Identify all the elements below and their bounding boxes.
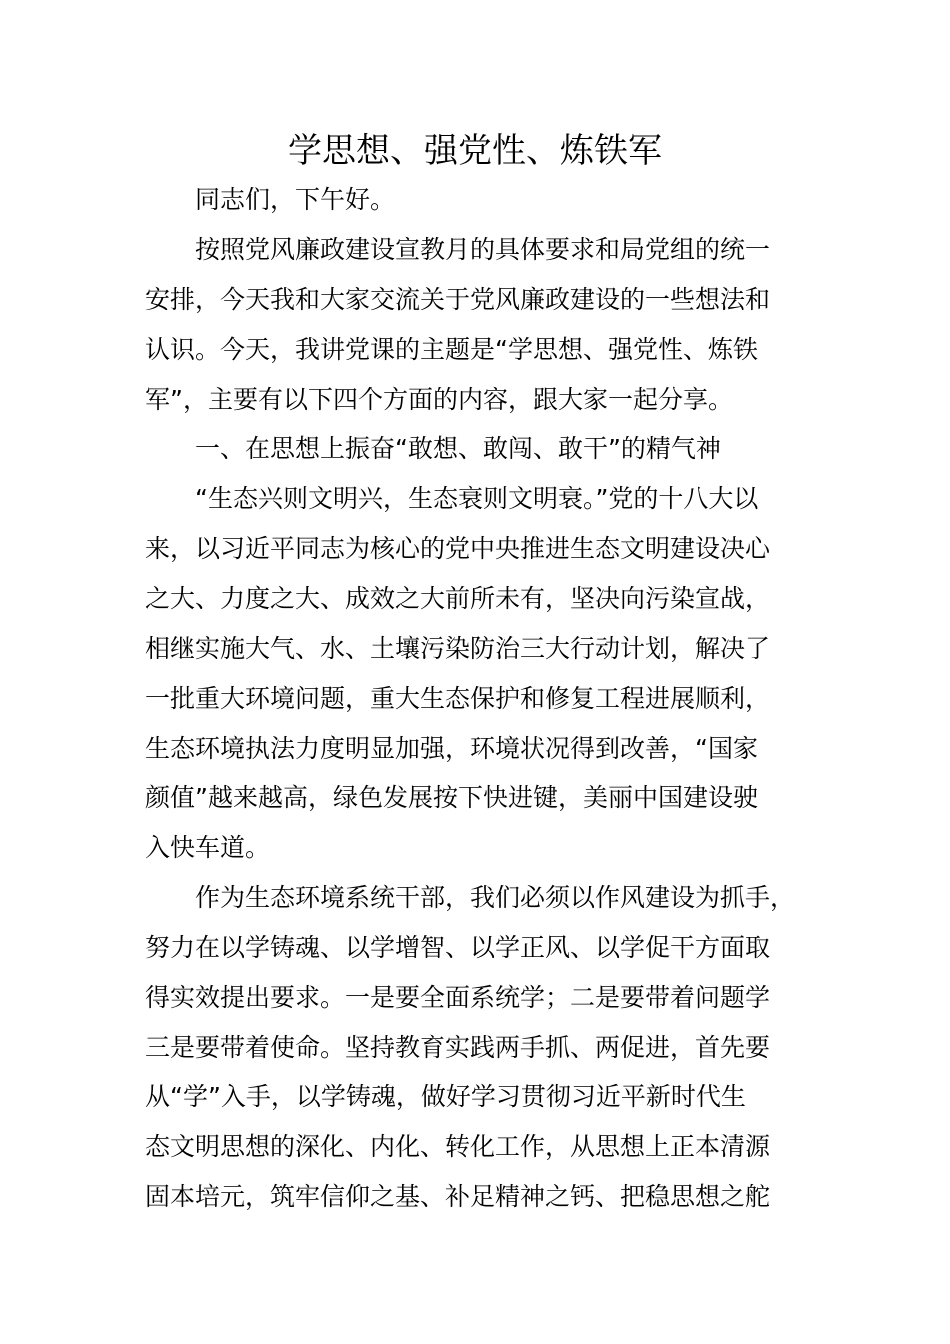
paragraph-line: 来，以习近平同志为核心的党中央推进生态文明建设决心: [145, 534, 771, 563]
paragraph-line: 入快车道。: [145, 833, 271, 862]
paragraph-line: 作为生态环境系统干部，我们必须以作风建设为抓手，: [195, 883, 796, 912]
document-title: 学思想、强党性、炼铁军: [288, 131, 662, 171]
paragraph-line: 一批重大环境问题，重大生态保护和修复工程进展顺利，: [145, 684, 771, 713]
paragraph-line: 三是要带着使命。坚持教育实践两手抓、两促进，首先要: [145, 1033, 771, 1062]
paragraph-line: 安排，今天我和大家交流关于党风廉政建设的一些想法和: [145, 285, 771, 314]
paragraph-line: 按照党风廉政建设宣教月的具体要求和局党组的统一: [195, 235, 771, 264]
paragraph-line: 同志们，下午好。: [195, 185, 396, 214]
paragraph-line: 认识。今天，我讲党课的主题是“学思想、强党性、炼铁: [145, 335, 758, 364]
paragraph-line: 从“学”入手，以学铸魂，做好学习贯彻习近平新时代生: [145, 1082, 746, 1111]
paragraph-line: 固本培元，筑牢信仰之基、补足精神之钙、把稳思想之舵: [145, 1182, 771, 1211]
paragraph-line: 生态环境执法力度明显加强，环境状况得到改善，“国家: [145, 734, 758, 763]
paragraph-line: 得实效提出要求。一是要全面系统学；二是要带着问题学: [145, 983, 771, 1012]
paragraph-line: 相继实施大气、水、土壤污染防治三大行动计划，解决了: [145, 634, 771, 663]
section-heading: 一、在思想上振奋“敢想、敢闯、敢干”的精气神: [195, 434, 721, 463]
paragraph-line: 努力在以学铸魂、以学增智、以学正风、以学促干方面取: [145, 933, 771, 962]
paragraph-line: 军”，主要有以下四个方面的内容，跟大家一起分享。: [145, 385, 733, 414]
paragraph-line: 态文明思想的深化、内化、转化工作，从思想上正本清源: [145, 1132, 771, 1161]
paragraph-line: “生态兴则文明兴，生态衰则文明衰。”党的十八大以: [195, 484, 759, 513]
paragraph-line: 之大、力度之大、成效之大前所未有，坚决向污染宣战，: [145, 584, 771, 613]
paragraph-line: 颜值”越来越高，绿色发展按下快进键，美丽中国建设驶: [145, 783, 758, 812]
